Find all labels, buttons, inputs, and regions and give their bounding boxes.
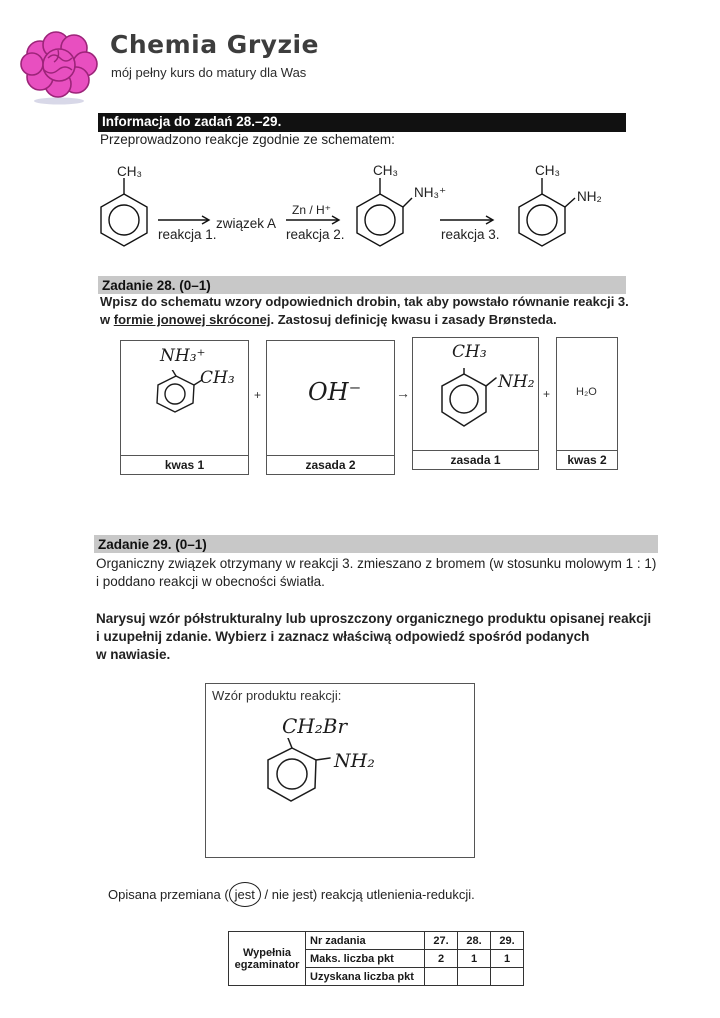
- logo: [18, 28, 100, 108]
- score-max-27: 2: [425, 950, 458, 968]
- score-row2-label: Maks. liczba pkt: [306, 950, 425, 968]
- score-task-28: 28.: [458, 932, 491, 950]
- underlined-phrase: formie jonowej skróconej: [113, 312, 271, 327]
- answer-sentence: Opisana przemiana ( jest / nie jest) reakcją utlenienia-redukcji.: [108, 882, 475, 907]
- box-label-kwas1: kwas 1: [121, 455, 248, 475]
- box-label-zasada2: zasada 2: [267, 455, 394, 475]
- task29-cmd2: i uzupełnij zdanie. Wybierz i zaznacz właściwą odpowiedź spośród podanych: [96, 629, 590, 644]
- hand-ch3-box1: CH₃: [200, 368, 235, 388]
- hand-nh2-box3: NH₂: [498, 372, 535, 392]
- scheme-reaction3-label: reakcja 3.: [441, 227, 500, 242]
- task29-intro2: i poddano reakcji w obecności światła.: [96, 574, 325, 589]
- answer-box-zasada2[interactable]: [266, 340, 395, 475]
- box-label-zasada1: zasada 1: [413, 450, 538, 470]
- task28-line2: w formie jonowej skróconej. Zastosuj definicję kwasu i zasady Brønsteda.: [100, 312, 557, 327]
- scheme-nh2: NH₂: [577, 189, 602, 204]
- score-row3-label: Uzyskana liczba pkt: [306, 968, 425, 986]
- score-row1-label: Nr zadania: [306, 932, 425, 950]
- brain-icon: [18, 28, 100, 108]
- answer-box-kwas2[interactable]: [556, 337, 618, 470]
- scheme-ch3-3: CH₃: [535, 163, 560, 178]
- info-heading: Informacja do zadań 28.–29.: [98, 113, 626, 132]
- task29-heading: Zadanie 29. (0–1): [94, 535, 658, 553]
- hand-nh2-product: NH₂: [334, 750, 375, 772]
- hand-nh3plus: NH₃⁺: [160, 346, 206, 366]
- score-task-27: 27.: [425, 932, 458, 950]
- score-left-label: Wypełnia egzaminator: [229, 932, 306, 986]
- scheme-nh3plus: NH₃⁺: [414, 185, 447, 200]
- brand-title: Chemia Gryzie: [110, 30, 320, 59]
- scheme-reaction2-label: reakcja 2.: [286, 227, 345, 242]
- info-intro: Przeprowadzono reakcje zgodnie ze schematem:: [100, 132, 395, 147]
- option-jest-circled[interactable]: jest: [229, 882, 261, 907]
- brand-subtitle: mój pełny kurs do matury dla Was: [111, 65, 307, 80]
- scheme-ch3-1: CH₃: [117, 164, 142, 179]
- handwritten-ring-1: [148, 370, 208, 420]
- hand-ch3-box3: CH₃: [452, 342, 487, 362]
- hand-ch2br: CH₂Br: [282, 714, 348, 738]
- score-got-28[interactable]: [458, 968, 491, 986]
- task29-intro1: Organiczny związek otrzymany w reakcji 3. zmieszano z bromem (w stosunku molowym 1 : 1): [96, 556, 657, 571]
- task29-cmd3: w nawiasie.: [96, 647, 171, 662]
- score-got-29[interactable]: [491, 968, 524, 986]
- score-task-29: 29.: [491, 932, 524, 950]
- plus-sign-2: +: [543, 387, 551, 401]
- scheme-ch3-2: CH₃: [373, 163, 398, 178]
- score-got-27[interactable]: [425, 968, 458, 986]
- plus-sign-1: +: [254, 388, 262, 402]
- box-label-kwas2: kwas 2: [557, 450, 617, 470]
- task28-line1: Wpisz do schematu wzory odpowiednich drobin, tak aby powstało równanie reakcji 3.: [100, 294, 629, 309]
- scheme-reaction1-label: reakcja 1.: [158, 227, 217, 242]
- hand-oh-minus: OH⁻: [308, 378, 362, 406]
- score-table: [228, 931, 524, 986]
- handwritten-product-ring: [258, 738, 338, 818]
- reaction-arrow: →: [396, 385, 410, 401]
- score-max-29: 1: [491, 950, 524, 968]
- scheme-intermediate: związek A: [216, 216, 277, 231]
- task29-cmd1: Narysuj wzór półstrukturalny lub uproszczony organicznego produktu opisanej reakcji: [96, 611, 652, 626]
- handwritten-ring-3: [428, 368, 500, 440]
- task28-heading: Zadanie 28. (0–1): [98, 276, 626, 294]
- score-max-28: 1: [458, 950, 491, 968]
- scheme-reagent: Zn / H⁺: [292, 203, 332, 217]
- water-formula: H₂O: [576, 386, 597, 398]
- product-box-label: Wzór produktu reakcji:: [212, 688, 342, 703]
